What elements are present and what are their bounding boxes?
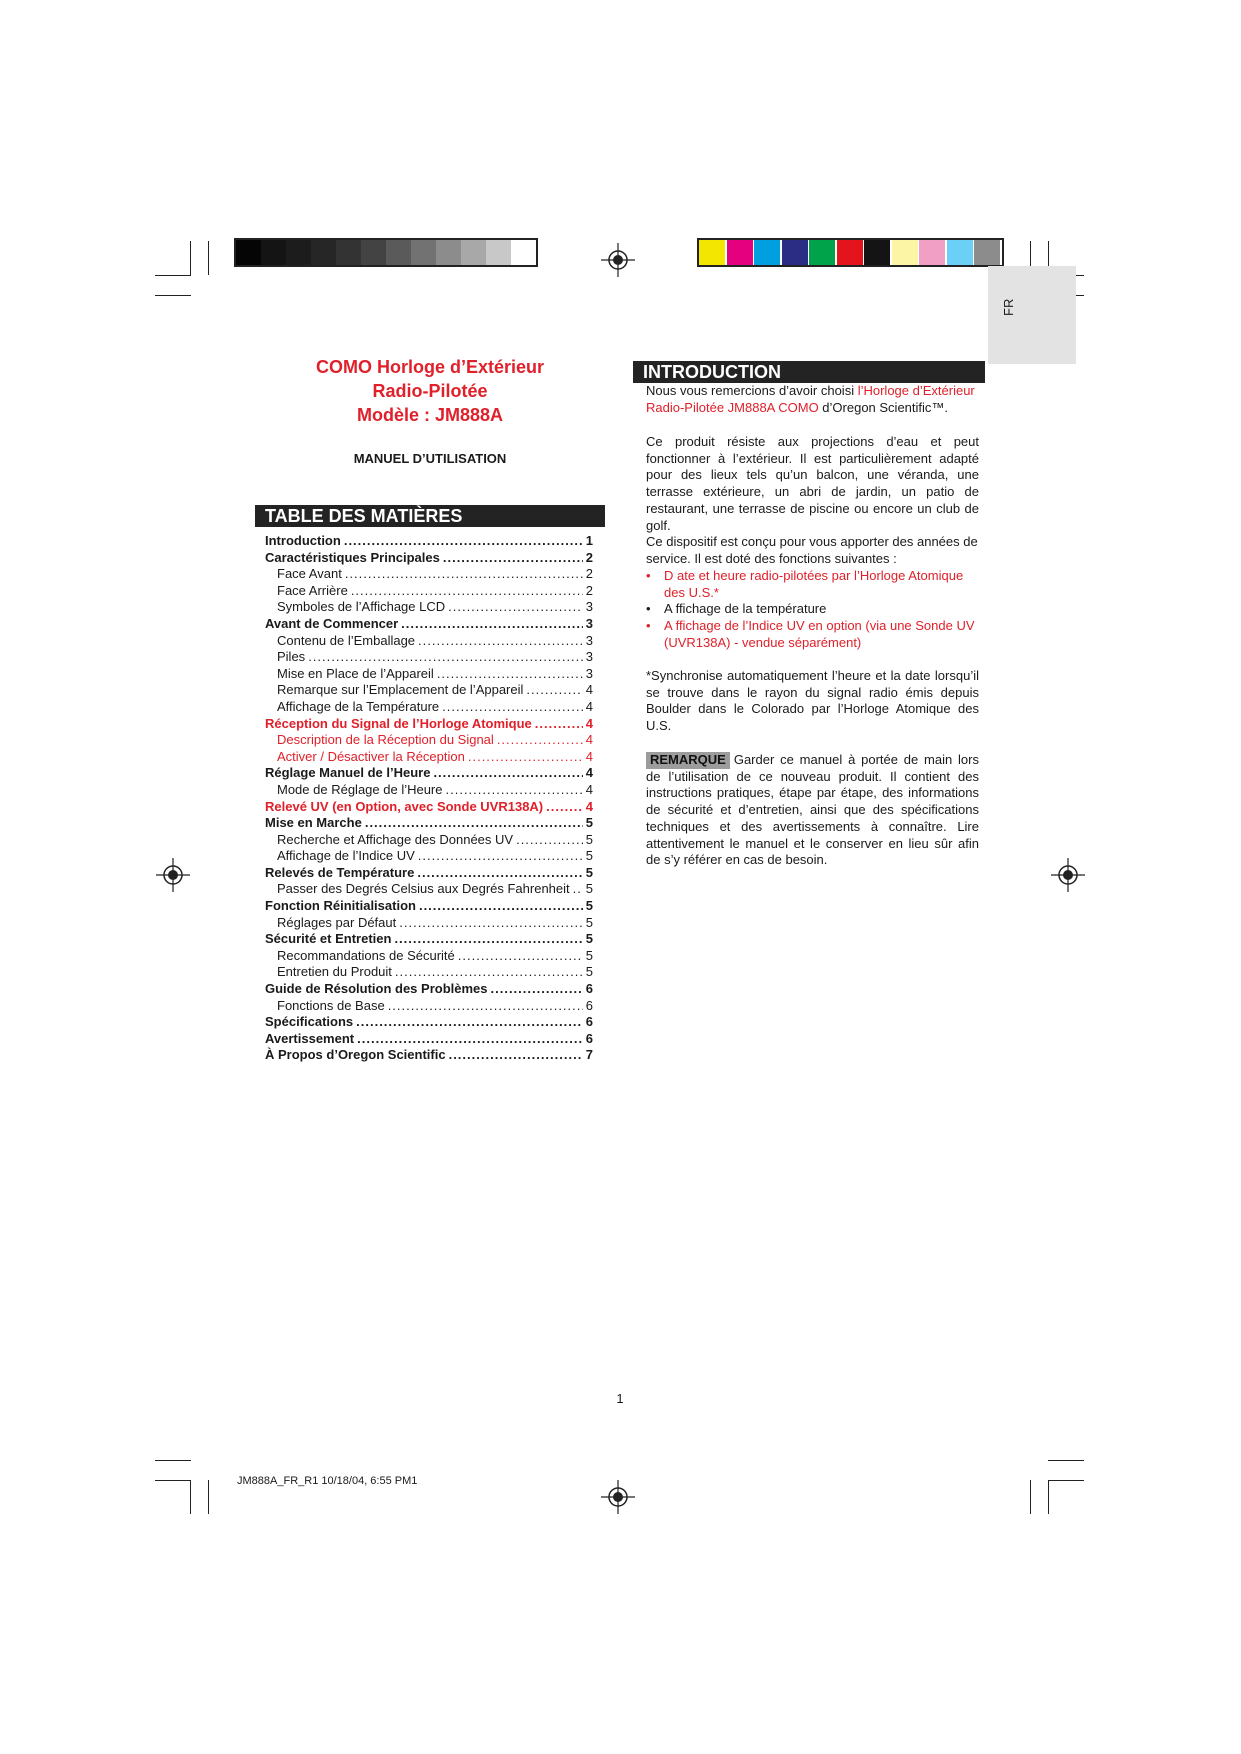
intro-text: d’Oregon Scientific™. [818,399,949,415]
toc-entry-label: Passer des Degrés Celsius aux Degrés Fahrenheit [277,881,570,897]
toc-leader-dots [449,1047,583,1063]
toc-entry-label: Affichage de la Température [277,698,440,714]
toc-leader-dots [344,533,583,549]
toc-entry-label: Spécifications [265,1014,354,1030]
toc-entry-label: Affichage de l’Indice UV [277,848,415,864]
intro-paragraph [646,383,979,416]
toc-entry-page: 3 [585,615,593,631]
toc-leader-dots [546,799,583,815]
toc-entry-page: 4 [585,798,593,814]
toc-entry-page: 2 [585,549,593,565]
toc-leader-dots [516,832,583,848]
toc-leader-dots [388,998,583,1014]
toc-entry-label: Réglage Manuel de l’Heure [265,765,431,781]
toc-leader-dots [399,915,583,931]
toc-entry-page: 5 [585,848,593,864]
toc-entry-page: 5 [585,964,593,980]
toc-entry-page: 4 [585,765,593,781]
toc-leader-dots [395,964,583,980]
toc-entry-label: Face Avant [277,566,342,582]
crop-mark [190,241,191,275]
toc-entry-label: À Propos d’Oregon Scientific [265,1047,446,1063]
toc-leader-dots [418,848,583,864]
toc-entry-page: 4 [585,748,593,764]
toc-leader-dots [308,649,583,665]
toc-entry-label: Remarque sur l’Emplacement de l’Appareil [277,682,524,698]
toc-leader-dots [419,898,583,914]
feature-item: • D ate et heure radio-pilotées par l’Horloge Atomique des U.S.* [646,568,979,601]
toc-entry [265,583,593,600]
toc-entry-page: 3 [585,599,593,615]
toc-entry-page: 3 [585,649,593,665]
toc-leader-dots [535,716,583,732]
toc-leader-dots [573,881,583,897]
toc-entry [265,915,593,932]
crop-mark [1030,1480,1031,1514]
feature-item: • A ffichage de l’Indice UV en option (via une Sonde UV (UVR138A) - vendue séparément) [646,618,979,651]
toc-entry [265,566,593,583]
registration-mark-icon [156,858,190,892]
toc-entry [265,616,593,633]
manual-label: MANUEL D’UTILISATION [353,451,507,466]
toc-entry-label: Sécurité et Entretien [265,931,392,947]
toc-entry-label: Piles [277,649,306,665]
toc-entry-page: 5 [585,881,593,897]
color-bar-frame [234,238,538,267]
toc-entry-label: Réglages par Défaut [277,914,397,930]
toc-leader-dots [417,865,582,881]
toc-entry-page: 5 [585,914,593,930]
toc-entry-page: 2 [585,566,593,582]
toc-entry-label: Avant de Commencer [265,615,399,631]
toc-entry [265,964,593,981]
toc-entry [265,682,593,699]
toc-leader-dots [448,599,583,615]
remark-badge: REMARQUE [646,752,730,769]
toc-entry-label: Activer / Désactiver la Réception [277,748,465,764]
toc-heading: TABLE DES MATIÈRES [255,505,605,527]
color-bar-frame [697,238,1004,267]
toc-entry [265,832,593,849]
toc-entry-page: 4 [585,781,593,797]
toc-leader-dots [468,749,583,765]
product-name: l’Horloge d’Extérieur Radio-Pilotée JM888A COMO [646,383,975,415]
toc-entry-page: 5 [585,947,593,963]
toc-entry-page: 3 [585,665,593,681]
toc-leader-dots [401,616,583,632]
feature-item: • A ffichage de la température [646,601,979,618]
toc-entry-page: 5 [585,898,593,914]
table-of-contents [265,533,593,1064]
crop-mark [208,241,209,275]
toc-entry-label: Introduction [265,533,341,548]
toc-leader-dots [418,633,583,649]
toc-entry-page: 5 [585,815,593,831]
toc-entry [265,815,593,832]
crop-mark [155,1460,191,1461]
toc-entry [265,981,593,998]
toc-entry [265,749,593,766]
toc-entry [265,550,593,567]
toc-entry-label: Réception du Signal de l’Horloge Atomique [265,715,532,731]
toc-leader-dots [365,815,583,831]
toc-entry [265,699,593,716]
introduction-heading: INTRODUCTION [633,361,985,383]
toc-entry [265,948,593,965]
toc-entry-page: 6 [585,981,593,997]
toc-entry-page: 5 [585,931,593,947]
toc-entry-page: 7 [585,1047,593,1063]
toc-entry-label: Face Arrière [277,582,348,598]
toc-entry [265,716,593,733]
toc-entry-label: Fonction Réinitialisation [265,898,416,914]
toc-entry [265,848,593,865]
toc-entry-page: 2 [585,582,593,598]
crop-mark [208,1480,209,1514]
toc-entry [265,865,593,882]
toc-entry-label: Mise en Place de l’Appareil [277,665,434,681]
toc-leader-dots [345,566,583,582]
toc-entry [265,666,593,683]
toc-leader-dots [526,682,582,698]
toc-leader-dots [446,782,583,798]
footnote: *Synchronise automatiquement l’heure et la date lorsqu’il se trouve dans le rayon du signal radio émis depuis Boulder dans le Colorado par l’Horloge Atomique des U.S. [646,668,979,734]
title-line: COMO Horloge d’Extérieur [315,357,545,377]
registration-mark-icon [1051,858,1085,892]
title-line: Modèle : JM888A [356,405,504,425]
crop-mark [155,295,191,296]
toc-entry [265,1047,593,1064]
toc-entry-page: 5 [585,831,593,847]
crop-mark [155,1480,191,1481]
toc-leader-dots [433,765,582,781]
toc-entry-page: 3 [585,632,593,648]
toc-entry-label: Avertissement [265,1030,355,1046]
toc-entry-page: 6 [585,1030,593,1046]
toc-leader-dots [437,666,583,682]
toc-entry [265,1031,593,1048]
language-tab-label: FR [1001,298,1016,316]
toc-leader-dots [458,948,583,964]
toc-entry-page: 6 [585,1014,593,1030]
toc-entry-label: Symboles de l’Affichage LCD [277,599,446,615]
toc-entry-page: 1 [585,533,593,548]
toc-entry [265,998,593,1015]
registration-mark-icon [601,243,635,277]
print-slug: JM888A_FR_R1 10/18/04, 6:55 PM1 [237,1475,418,1487]
toc-entry [265,533,593,550]
toc-entry [265,881,593,898]
toc-entry-page: 6 [585,997,593,1013]
toc-leader-dots [443,550,583,566]
toc-entry [265,765,593,782]
toc-entry-page: 5 [585,864,593,880]
toc-entry-label: Description de la Réception du Signal [277,732,494,748]
crop-mark [155,275,191,276]
features-intro: Ce dispositif est conçu pour vous apporter des années de service. Il est doté des fonctions suivantes : [646,534,978,566]
toc-entry [265,931,593,948]
toc-entry [265,799,593,816]
toc-leader-dots [351,583,583,599]
toc-entry-label: Recherche et Affichage des Données UV [277,831,514,847]
toc-entry-label: Mode de Réglage de l’Heure [277,781,443,797]
toc-entry [265,898,593,915]
toc-leader-dots [357,1031,583,1047]
toc-entry [265,1014,593,1031]
toc-entry [265,782,593,799]
toc-leader-dots [497,732,583,748]
crop-mark [1048,1480,1084,1481]
remark-text: Garder ce manuel à portée de main lors de l’utilisation de ce nouveau produit. Il contient des instructions pratiques, étape par étape, des informations de sécurité et d’entretien, ainsi que des spécifications techniques et des avertissements à connaître. Lire attentivement le manuel et le conserver en lieu sûr afin de s’y référer en cas de besoin. [646,752,979,868]
toc-leader-dots [491,981,583,997]
crop-mark [190,1480,191,1514]
toc-entry-label: Caractéristiques Principales [265,549,440,565]
toc-entry [265,649,593,666]
toc-entry-label: Guide de Résolution des Problèmes [265,981,488,997]
toc-entry-page: 4 [585,715,593,731]
toc-entry [265,633,593,650]
remark-paragraph [646,752,979,869]
features-list [646,568,979,652]
crop-mark [1048,1460,1084,1461]
toc-entry-label: Relevés de Température [265,864,415,880]
document-title [250,355,610,427]
crop-mark [1048,1480,1049,1514]
page-number: 1 [616,1391,624,1406]
usage-paragraph: Ce produit résiste aux projections d’eau et peut fonctionner à l’extérieur. Il est particulièrement adapté pour des lieux tels qu’un balcon, une véranda, une terrasse extérieure, un abri de jardin, un patio de restaurant, une terrasse de piscine ou encore un club de golf. [646,434,979,533]
toc-entry-page: 4 [585,698,593,714]
toc-entry-label: Mise en Marche [265,815,362,831]
toc-leader-dots [394,931,582,947]
registration-mark-icon [601,1480,635,1514]
toc-entry-label: Recommandations de Sécurité [277,947,455,963]
toc-entry [265,599,593,616]
toc-entry [265,732,593,749]
toc-entry-label: Fonctions de Base [277,997,385,1013]
toc-entry-label: Contenu de l’Emballage [277,632,416,648]
toc-entry-page: 4 [585,682,593,698]
intro-text: Nous vous remercions d’avoir choisi [646,383,858,398]
toc-leader-dots [356,1014,583,1030]
toc-leader-dots [442,699,583,715]
toc-entry-label: Relevé UV (en Option, avec Sonde UVR138A) [265,798,544,814]
toc-entry-page: 4 [585,732,593,748]
toc-entry-label: Entretien du Produit [277,964,392,980]
title-line: Radio-Pilotée [372,381,488,401]
